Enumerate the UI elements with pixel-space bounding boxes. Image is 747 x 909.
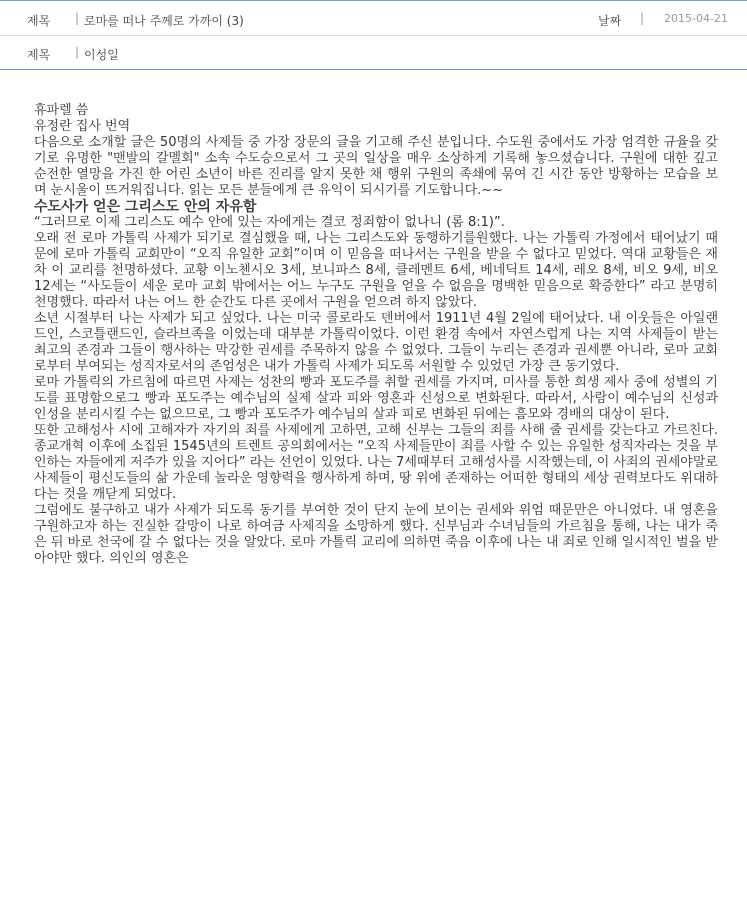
paragraph: 오래 전 로마 가톨릭 사제가 되기로 결심했을 때, 나는 그리스도와 동행하기를원했다. 나는 가톨릭 가정에서 태어났기 때문에 로마 가톨릭 교회만이 “오직 유일한 교회”이며 이 믿음을 떠나서는 구원을 받을 수 없다고 믿었다. 역대 교황들은 재차 이 교리를 천명하셨다. 교황 이노첸시오 3세, 보니파스 8세, 클레멘트 6세, 베네딕트 14세, 레오 8세, 비오 9세, 비오 12세는 “사도들이 세운 로마 교회 밖에서는 어느 누구도 구원을 얻을 수 없음을 명백한 믿음으로 확증한다” 라고 분명히 천명했다. 따라서 나는 어느 한 순간도 다른 곳에서 구원을 얻으려 하지 않았다. [34,231,718,310]
translator-line: 유정란 집사 번역 [34,119,131,134]
post-date: 2015-04-21 [664,12,728,25]
date-label: 날짜 [598,14,622,28]
paragraph: 로마 가톨릭의 가르침에 따르면 사제는 성찬의 빵과 포도주를 취할 권세를 가지며, 미사를 통한 희생 제사 중에 성별의 기도를 표명함으로그 빵과 포도주는 예수님의 실제 살과 피와 영혼과 신성으로 변화된다. 따라서, 사람이 예수님의 신성과 인성을 분리시킬 수는 없으므로, 그 빵과 포도주가 예수님의 살과 피로 변화된 뒤에는 흠모와 경배의 대상이 된다. [34,375,718,422]
post-author: 이성일 [84,48,119,62]
paragraph: 소년 시절부터 나는 사제가 되고 싶었다. 나는 미국 콜로라도 덴버에서 1911년 4월 2일에 태어났다. 내 이웃들은 아일랜드인, 스코틀랜드인, 슬라브족을 이었는데 대부분 가톨릭이었다. 이런 환경 속에서 자연스럽게 나는 지역 사제들이 받는 최고의 존경과 그들이 행사하는 막강한 권세를 주목하지 않을 수 없었다. 그들이 누리는 존경과 권세뿐 아니라, 로마 교회로부터 부여되는 성직자로서의 존엄성은 내가 가톨릭 사제가 되도록 서원할 수 있었던 가장 큰 동기였다. [34,311,718,374]
paragraph: 또한 고해성사 시에 고해자가 자기의 죄를 사제에게 고하면, 고해 신부는 그들의 죄를 사해 줄 권세를 갖는다고 가르친다. 종교개혁 이후에 소집된 1545년의 트렌트 공의회에서는 “오직 사제들만이 죄를 사할 수 있는 유일한 성직자라는 것을 부인하는 자들에게 저주가 있을 지어다” 라는 선언이 있었다. 나는 7세때부터 고해성사를 시작했는데, 이 사죄의 권세야말로 사제들이 평신도들의 삶 가운데 놀라운 영향력을 행사하게 하며, 땅 위에 존재하는 어떠한 형태의 세상 권력보다도 위대하다는 것을 깨닫게 되었다. [34,423,718,502]
divider: | [75,45,80,59]
article-author [34,103,718,135]
title-label: 제목 [27,14,51,28]
paragraph: 그럼에도 불구하고 내가 사제가 되도록 동기를 부여한 것이 단지 눈에 보이는 권세와 위엄 때문만은 아니었다. 내 영혼을 구원하고자 하는 진실한 갈망이 나로 하여금 사제직을 소망하게 했다. 신부님과 수녀님들의 가르침을 통해, 나는 내가 죽은 뒤 바로 천국에 갈 수 없다는 것을 알았다. 로마 가톨릭 교리에 의하면 죽음 이후에 나는 내 죄로 인해 일시적인 벌을 받아야만 했다. 의인의 영혼은 [34,503,718,566]
post-title: 로마를 떠나 주께로 가까이 (3) [84,14,244,28]
article-heading: 수도사가 얻은 그리스도 안의 자유함 [34,199,257,215]
intro-paragraph: 다음으로 소개할 글은 50명의 사제들 중 가장 장문의 글을 기고해 주신 분입니다. 수도원 중에서도 가장 엄격한 규율을 갖기로 유명한 "맨발의 갈멜회" 소속 수도승으로서 그 곳의 일상을 매우 소상하게 기록해 놓으셨습니다. 구원에 대한 깊고 순전한 열망을 가진 한 어린 소년이 바른 진리를 알지 못한 채 행위 구원의 족쇄에 묶여 긴 시간 동안 방황하는 모습을 보며 눈시울이 뜨거워집니다. 읽는 모든 분들에게 큰 유익이 되시기를 기도합니다.~~ [34,135,718,198]
divider: | [640,11,645,25]
scripture-verse: “그러므로 이제 그리스도 예수 안에 있는 자에게는 결코 정죄함이 없나니 (롬 8:1)”. [34,215,505,230]
author-label: 제목 [27,48,51,62]
author-line: 휴파렐 씀 [34,103,89,118]
author-row [0,35,747,70]
title-row [0,0,747,36]
article-body [34,103,718,567]
divider: | [75,11,80,25]
